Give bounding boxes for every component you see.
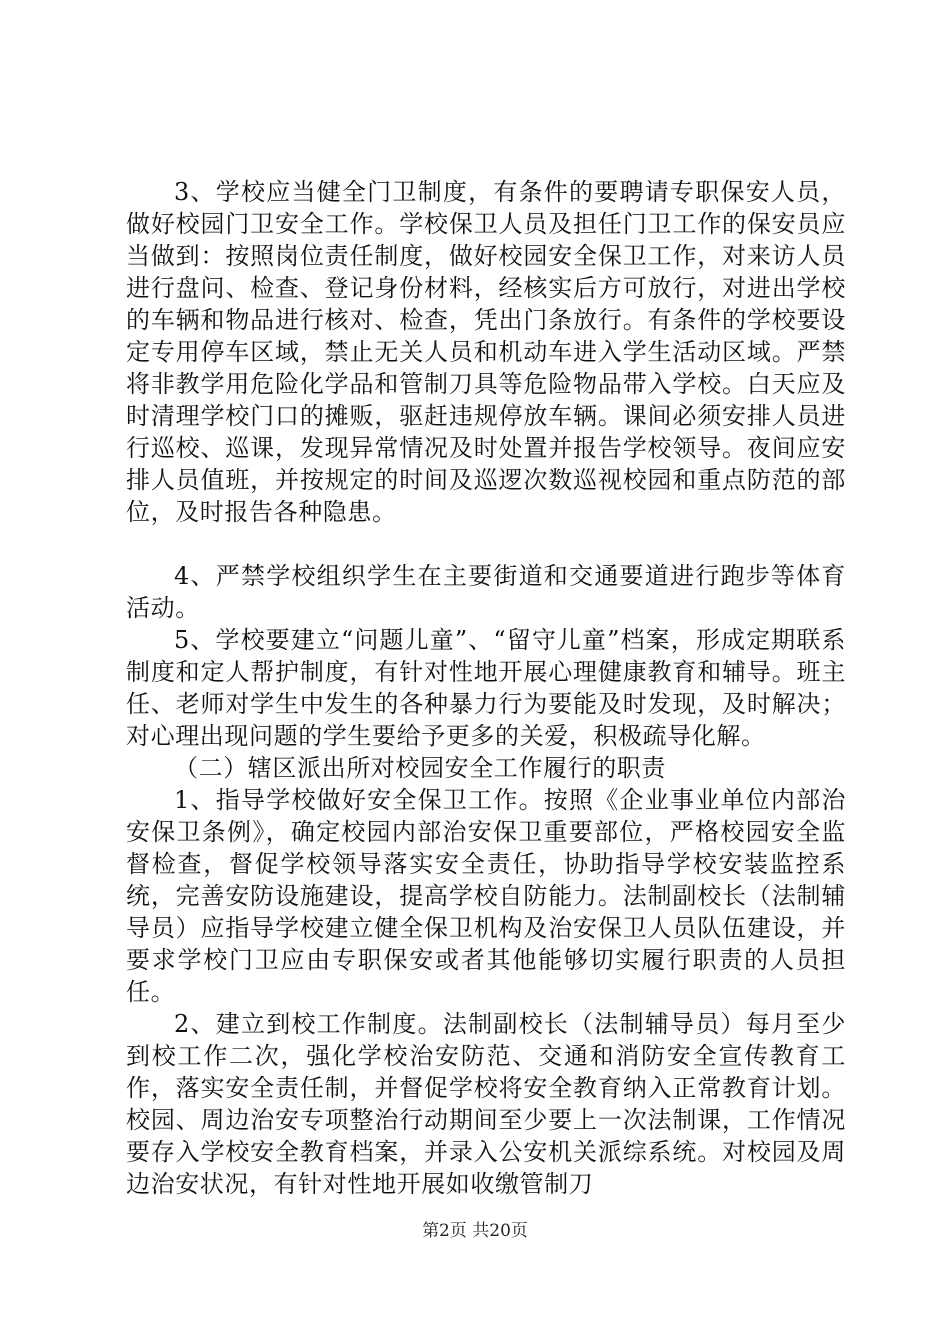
paragraph-duty-1: 1、指导学校做好安全保卫工作。按照《企业事业单位内部治安保卫条例》，确定校园内部治安保卫重要部位，严格校园安全监督检查，督促学校领导落实安全责任，协助指导学校安装监控系统，完善安防设施建设，提高学校自防能力。法制副校长（法制辅导员）应指导学校建立健全保卫机构及治安保卫人员队伍建设，并要求学校门卫应由专职保安或者其他能够切实履行职责的人员担任。 xyxy=(126,786,846,1006)
section-heading: （二）辖区派出所对校园安全工作履行的职责 xyxy=(174,754,666,782)
paragraph-item-5: 5、学校要建立“问题儿童”、“留守儿童”档案，形成定期联系制度和定人帮护制度，有针对性地开展心理健康教育和辅导。班主任、老师对学生中发生的各种暴力行为要能及时发现，及时解决；对心理出现问题的学生要给予更多的关爱，积极疏导化解。 xyxy=(126,626,846,750)
paragraph-item-4: 4、严禁学校组织学生在主要街道和交通要道进行跑步等体育活动。 xyxy=(126,562,846,622)
paragraph-duty-2: 2、建立到校工作制度。法制副校长（法制辅导员）每月至少到校工作二次，强化学校治安防范、交通和消防安全宣传教育工作，落实安全责任制，并督促学校将安全教育纳入正常教育计划。校园、周边治安专项整治行动期间至少要上一次法制课，工作情况要存入学校安全教育档案，并录入公安机关派综系统。对校园及周边治安状况，有针对性地开展如收缴管制刀 xyxy=(126,1010,846,1198)
document-body xyxy=(126,176,846,1200)
paragraph-item-3: 3、学校应当健全门卫制度，有条件的要聘请专职保安人员，做好校园门卫安全工作。学校保卫人员及担任门卫工作的保安员应当做到：按照岗位责任制度，做好校园安全保卫工作，对来访人员进行盘问、检查、登记身份材料，经核实后方可放行，对进出学校的车辆和物品进行核对、检查，凭出门条放行。有条件的学校要设定专用停车区域，禁止无关人员和机动车进入学生活动区域。严禁将非教学用危险化学品和管制刀具等危险物品带入学校。白天应及时清理学校门口的摊贩，驱赶违规停放车辆。课间必须安排人员进行巡校、巡课，发现异常情况及时处置并报告学校领导。夜间应安排人员值班，并按规定的时间及巡逻次数巡视校园和重点防范的部位，及时报告各种隐患。 xyxy=(126,178,846,526)
page-footer: 第2页 共20页 xyxy=(422,1221,528,1241)
